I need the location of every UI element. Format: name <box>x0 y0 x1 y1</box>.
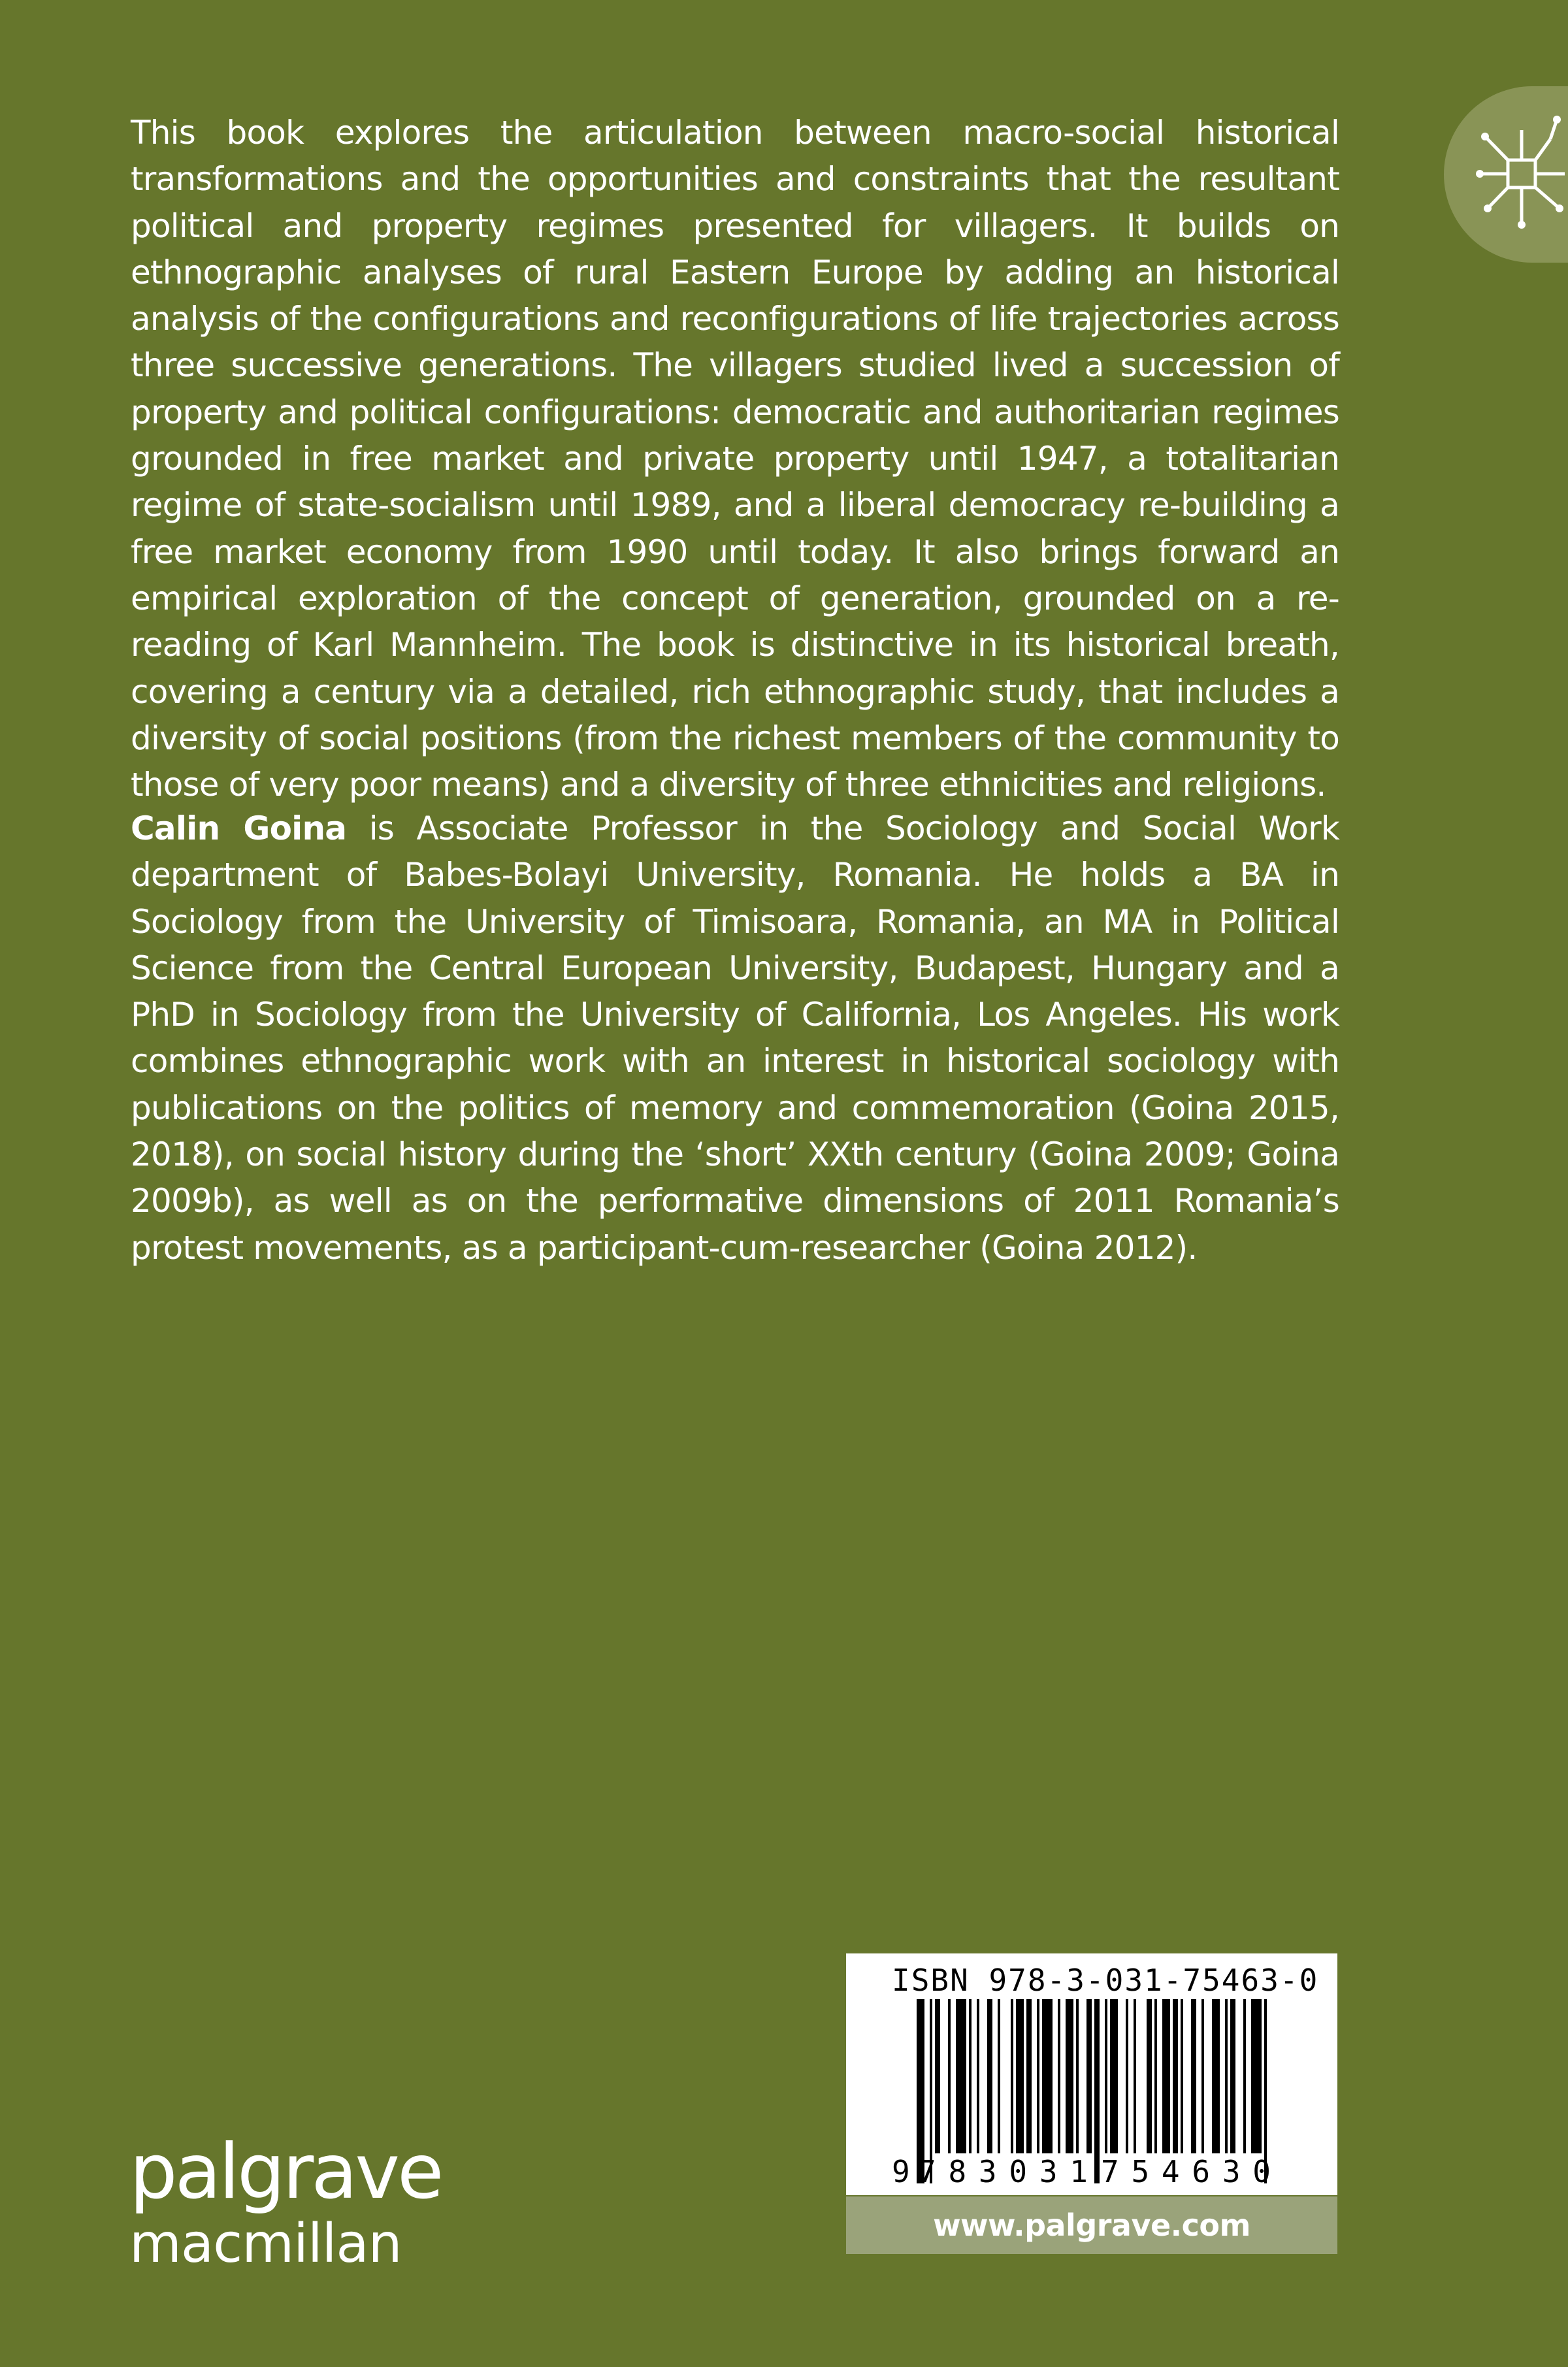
publisher-name-line1: palgrave <box>129 2128 442 2216</box>
publisher-name-line2: macmillan <box>129 2213 402 2275</box>
network-square-icon <box>1473 110 1568 238</box>
barcode-bar <box>1212 1999 1220 2153</box>
isbn-barcode <box>846 1953 1337 2195</box>
barcode-bar <box>948 1999 951 2153</box>
barcode-bar <box>1251 1999 1262 2153</box>
author-name: Calin Goina <box>131 809 347 847</box>
barcode-bar <box>1191 1999 1196 2153</box>
author-bio-text: is Associate Professor in the Sociology and Social Work department of Babes-Bolayi University, Romania. He holds a BA in Sociology from the University of Timisoara, Romania, an MA in Political Science from the Central European University, Budapest, Hungary and a PhD in Sociology from the University of California, Los Angeles. His work combines ethnographic work with an interest in historical sociology with publications on the politics of memory and commemoration (Goina 2015, 2018), on social history during the ‘short’ XXth century (Goina 2009; Goina 2009b), as well as on the performative dimensions of 2011 Romania’s protest movements, as a participant-cum-researcher (Goina 2012). <box>131 809 1339 1267</box>
barcode-bar <box>1094 1999 1100 2183</box>
barcode-bar <box>935 1999 940 2153</box>
barcode-bar <box>1042 1999 1053 2153</box>
barcode-bar <box>1201 1999 1204 2153</box>
barcode-bar <box>1225 1999 1228 2153</box>
barcode-bar <box>1086 1999 1092 2153</box>
barcode-bar <box>1105 1999 1107 2153</box>
barcode-bar <box>1147 1999 1152 2153</box>
barcode-bar <box>1076 1999 1079 2153</box>
barcode-digits-left: 783031 <box>918 2154 1088 2189</box>
barcode-bar <box>1126 1999 1128 2153</box>
barcode-bar <box>1173 1999 1178 2153</box>
barcode-bar <box>1110 1999 1118 2153</box>
publisher-url: www.palgrave.com <box>846 2196 1337 2254</box>
barcode-bar <box>1016 1999 1024 2153</box>
isbn-label: ISBN 978-3-031-75463-0 <box>892 1963 1319 1998</box>
book-description: This book explores the articulation between macro-social historical transformations and the opportunities and constraints that the resultant political and property regimes presented for villagers. It builds on ethnographic analyses of rural Eastern Europe by adding an historical analysis of the configurations and reconfigurations of life trajectories across three successive generations. The villagers studied lived a succession of property and political configurations: democratic and authoritarian regimes grounded in free market and private property until 1947, a totalitarian regime of state-socialism until 1989, and a liberal democracy re-building a free market economy from 1990 until today. It also brings forward an empirical exploration of the concept of generation, grounded on a re-reading of Karl Mannheim. The book is distinctive in its historical breath, covering a century via a detailed, rich ethnographic study, that includes a diversity of social positions (from the richest members of the community to those of very poor means) and a diversity of three ethnicities and religions. <box>131 114 1339 804</box>
barcode-bar <box>1181 1999 1183 2153</box>
author-bio <box>131 806 1339 1271</box>
barcode-bar <box>1243 1999 1246 2153</box>
barcode-bar <box>1011 1999 1013 2153</box>
barcode-bar <box>987 1999 992 2153</box>
barcode-bar <box>1066 1999 1073 2153</box>
publisher-logo <box>129 2128 442 2277</box>
barcode-bar <box>1154 1999 1157 2153</box>
barcode-bar <box>1134 1999 1136 2153</box>
barcode-bar <box>1058 1999 1060 2153</box>
barcode-bar <box>1230 1999 1235 2153</box>
barcode-bar <box>977 1999 979 2153</box>
barcode-bar <box>998 1999 1000 2153</box>
barcode-bar <box>1162 1999 1170 2153</box>
barcode-bar <box>1026 1999 1032 2153</box>
series-logo <box>1444 86 1568 263</box>
barcode-bar <box>1037 1999 1039 2153</box>
barcode-digit-first: 9 <box>892 2154 910 2189</box>
barcode-bars <box>846 1953 1337 2195</box>
barcode-digits-right: 754630 <box>1101 2154 1271 2189</box>
barcode-bar <box>969 1999 972 2153</box>
barcode-bar <box>956 1999 966 2153</box>
